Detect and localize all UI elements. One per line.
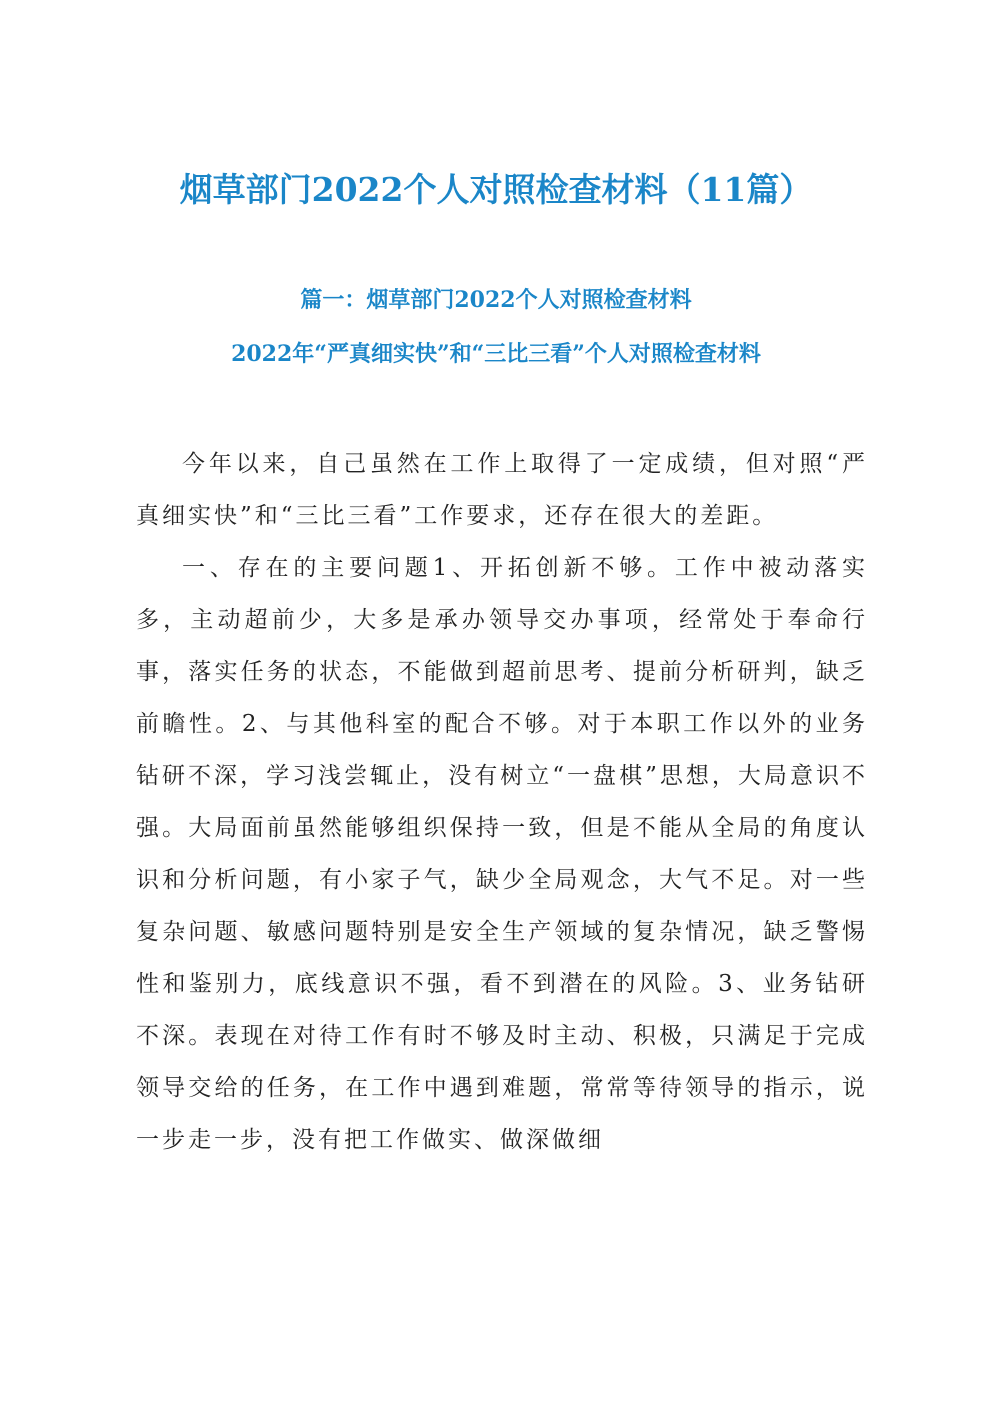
- section-subheading: 2022年“严真细实快”和“三比三看”个人对照检查材料: [231, 341, 761, 367]
- document-body: [136, 438, 868, 1166]
- section-heading: 篇一：烟草部门2022个人对照检查材料: [300, 287, 692, 313]
- body-paragraph-intro: 今年以来，自己虽然在工作上取得了一定成绩，但对照“严真细实快”和“三比三看”工作要求，还存在很大的差距。: [136, 451, 868, 529]
- document-title: 烟草部门2022个人对照检查材料（11篇）: [179, 170, 813, 209]
- body-paragraph-problems: 一、存在的主要问题1、开拓创新不够。工作中被动落实多，主动超前少，大多是承办领导交办事项，经常处于奉命行事，落实任务的状态，不能做到超前思考、提前分析研判，缺乏前瞻性。2、与其他科室的配合不够。对于本职工作以外的业务钻研不深，学习浅尝辄止，没有树立“一盘棋”思想，大局意识不强。大局面前虽然能够组织保持一致，但是不能从全局的角度认识和分析问题，有小家子气，缺少全局观念，大气不足。对一些复杂问题、敏感问题特别是安全生产领域的复杂情况，缺乏警惕性和鉴别力，底线意识不强，看不到潜在的风险。3、业务钻研不深。表现在对待工作有时不够及时主动、积极，只满足于完成领导交给的任务，在工作中遇到难题，常常等待领导的指示，说一步走一步，没有把工作做实、做深做细: [136, 555, 868, 1153]
